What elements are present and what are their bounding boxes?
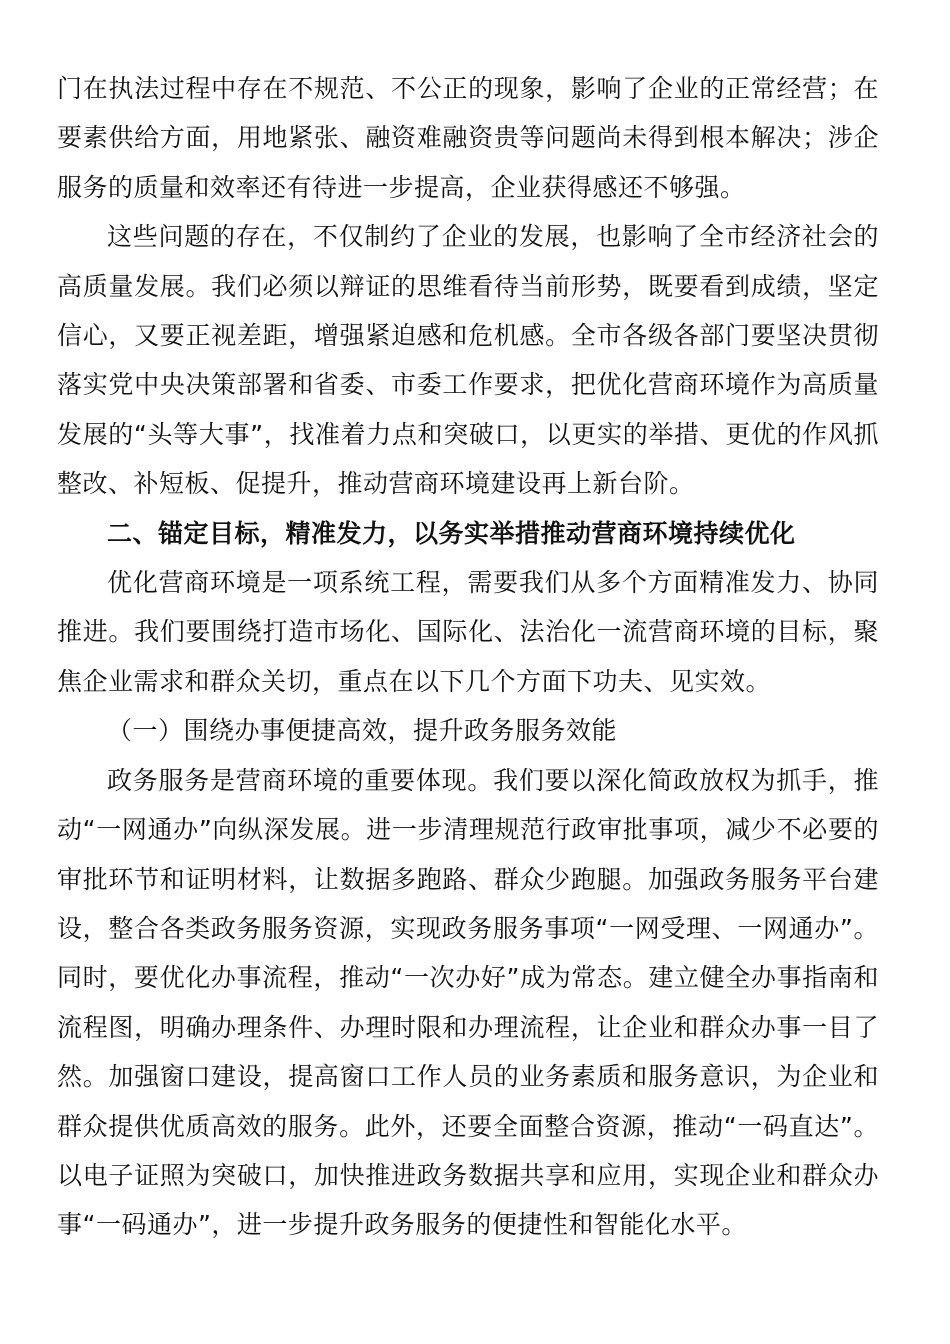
- subheading-one: （一）围绕办事便捷高效，提升政务服务效能: [107, 716, 618, 746]
- paragraph-government-services: 政务服务是营商环境的重要体现。我们要以深化简政放权为抓手，推动“一网通办”向纵深发展。进一步清理规范行政审批事项，减少不必要的审批环节和证明材料，让数据多跑路、群众少跑腿。加强政务服务平台建设，整合各类政务服务资源，实现政务服务事项“一网受理、一网通办”。同时，要优化办事流程，推动“一次办好”成为常态。建立健全办事指南和流程图，明确办理条件、办理时限和办理流程，让企业和群众办事一目了然。加强窗口建设，提高窗口工作人员的业务素质和服务意识，为企业和群众提供优质高效的服务。此外，还要全面整合资源，推动“一码直达”。以电子证照为突破口，加快推进政务数据共享和应用，实现企业和群众办事“一码通办”，进一步提升政务服务的便捷性和智能化水平。: [57, 765, 879, 1240]
- paragraph-system-engineering: 优化营商环境是一项系统工程，需要我们从多个方面精准发力、协同推进。我们要围绕打造市场化、国际化、法治化一流营商环境的目标，聚焦企业需求和群众关切，重点在以下几个方面下功夫、见实效。: [57, 568, 879, 696]
- document-body: [57, 64, 879, 1250]
- paragraph-problems-impact: 这些问题的存在，不仅制约了企业的发展，也影响了全市经济社会的高质量发展。我们必须以辩证的思维看待当前形势，既要看到成绩，坚定信心，又要正视差距，增强紧迫感和危机感。全市各级各部门要坚决贯彻落实党中央决策部署和省委、市委工作要求，把优化营商环境作为高质量发展的“头等大事”，找准着力点和突破口，以更实的举措、更优的作风抓整改、补短板、促提升，推动营商环境建设再上新台阶。: [57, 222, 879, 499]
- paragraph-continuation: 门在执法过程中存在不规范、不公正的现象，影响了企业的正常经营；在要素供给方面，用地紧张、融资难融资贵等问题尚未得到根本解决；涉企服务的质量和效率还有待进一步提高，企业获得感还不够强。: [57, 74, 879, 202]
- section-heading-two: 二、锚定目标，精准发力，以务实举措推动营商环境持续优化: [107, 518, 796, 548]
